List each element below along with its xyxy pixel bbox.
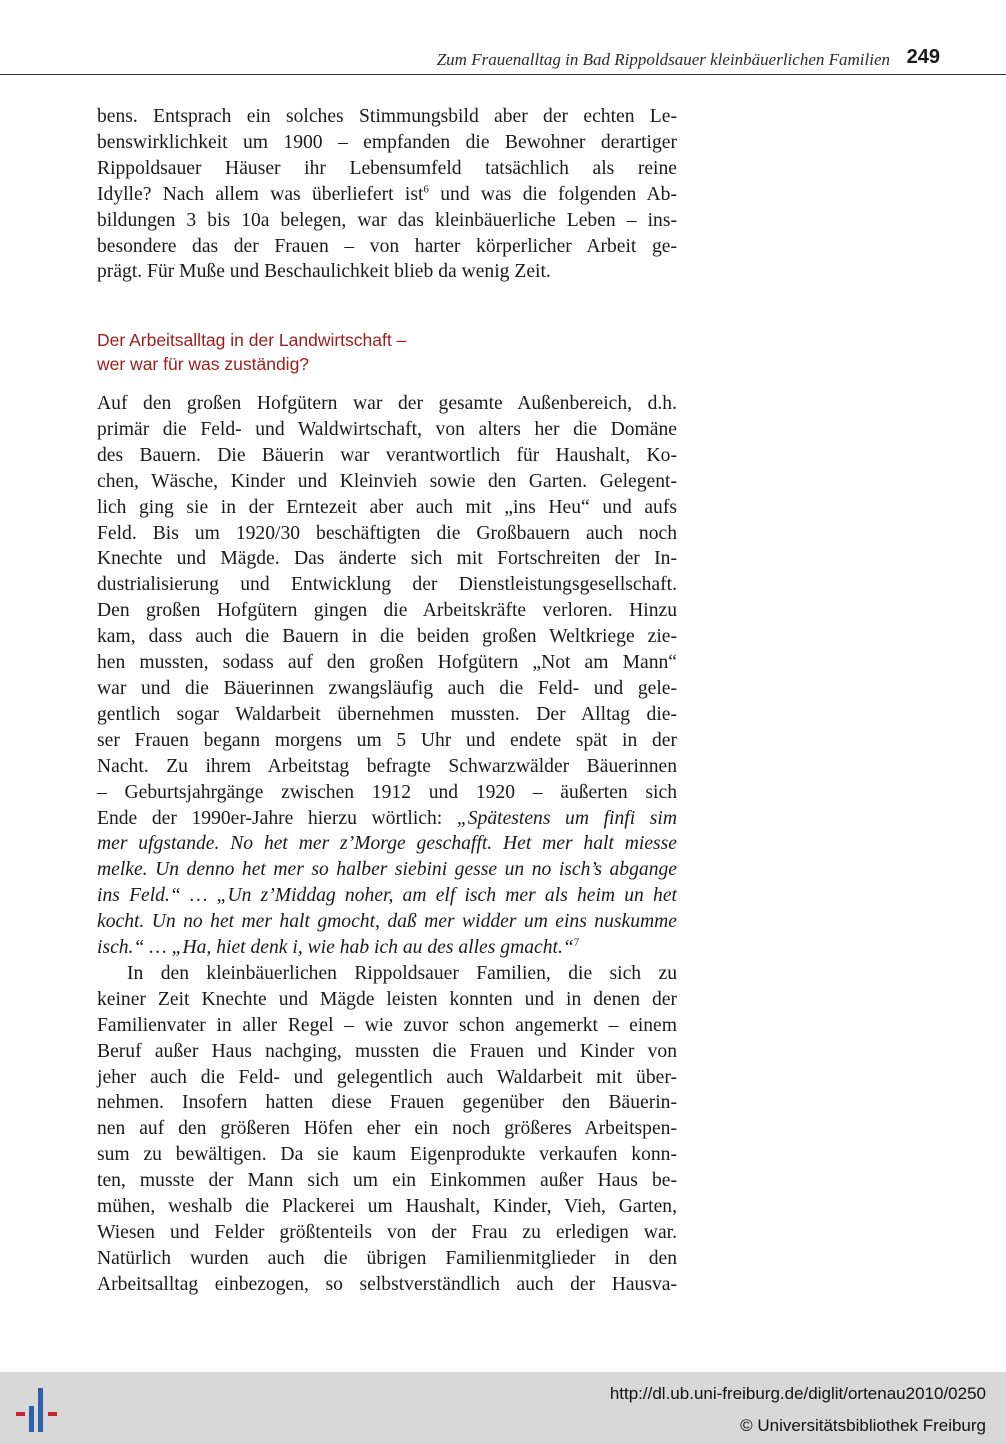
text-line: Familienvater in aller Regel – wie zuvor schon angemerkt – einem xyxy=(97,1014,677,1036)
text-line: – Geburtsjahrgänge zwischen 1912 und 1920 – äußerten sich xyxy=(97,781,677,803)
text-line: Den großen Hofgütern gingen die Arbeitskräfte verloren. Hinzu xyxy=(97,600,677,622)
text-line: bildungen 3 bis 10a belegen, war das kleinbäuerliche Leben – ins- xyxy=(97,209,677,231)
text-line: Beruf außer Haus nachging, mussten die Frauen und Kinder von xyxy=(97,1040,677,1062)
text-line: prägt. Für Muße und Beschaulichkeit blieb da wenig Zeit. xyxy=(97,261,551,283)
page-number: 249 xyxy=(906,46,940,68)
heading-line: wer war für was zuständig? xyxy=(97,354,310,374)
text-line: In den kleinbäuerlichen Rippoldsauer Familien, die sich zu xyxy=(127,962,677,984)
text-line: lich ging sie in der Erntezeit aber auch mit „ins Heu“ und aufs xyxy=(97,496,677,518)
text-line: Arbeitsalltag einbezogen, so selbstverständlich auch der Hausva- xyxy=(97,1273,677,1295)
text-fragment: Idylle? Nach allem was überliefert ist xyxy=(97,183,424,205)
text-line: Rippoldsauer Häuser ihr Lebensumfeld tatsächlich als reine xyxy=(97,157,677,179)
text-line: bens. Entsprach ein solches Stimmungsbild aber der echten Le- xyxy=(97,106,677,127)
footer-url-link[interactable]: http://dl.ub.uni-freiburg.de/diglit/ortenau2010/0250 xyxy=(609,1384,986,1403)
text-line: kam, dass auch die Bauern in die beiden großen Weltkriege zie- xyxy=(97,626,677,648)
text-line-quote-start xyxy=(97,806,677,832)
text-line: gentlich sogar Waldarbeit übernehmen mussten. Der Alltag die- xyxy=(97,703,677,725)
text-line: sum zu bewältigen. Da sie kaum Eigenprodukte verkaufen konn- xyxy=(97,1144,677,1166)
text-line: Knechte und Mägde. Das änderte sich mit Fortschreiten der In- xyxy=(97,548,677,570)
text-line: ser Frauen begann morgens um 5 Uhr und endete spät in der xyxy=(97,729,677,751)
text-line: besondere das der Frauen – von harter körperlicher Arbeit ge- xyxy=(97,235,677,257)
quote-line: mer ufgstande. No het mer z’Morge geschafft. Het mer halt miesse xyxy=(97,833,677,855)
text-line: ten, musste der Mann sich um ein Einkommen außer Haus be- xyxy=(97,1170,677,1192)
text-line: jeher auch die Feld- und gelegentlich auch Waldarbeit mit über- xyxy=(97,1066,677,1088)
text-line: keiner Zeit Knechte und Mägde leisten konnten und in denen der xyxy=(97,988,677,1010)
text-line: Feld. Bis um 1920/30 beschäftigten die Großbauern auch noch xyxy=(97,522,677,544)
text-line: Wiesen und Felder größtenteils von der Frau zu erledigen war. xyxy=(97,1222,677,1243)
intro-paragraph xyxy=(97,104,677,285)
footer-copyright: © Universitätsbibliothek Freiburg xyxy=(740,1416,986,1435)
paragraph-2 xyxy=(97,391,677,961)
quote-line: ins Feld.“ … „Un z’Middag noher, am elf isch mer als heim un het xyxy=(97,885,677,907)
section-heading xyxy=(97,328,617,376)
footnote-ref: 7 xyxy=(573,936,580,949)
quote-fragment: „Spätestens um finfi sim xyxy=(456,807,677,829)
quote-line: kocht. Un no het mer halt gmocht, daß mer widder um eins nuskumme xyxy=(97,911,677,933)
quote-line-end xyxy=(97,935,677,961)
text-line: Nacht. Zu ihrem Arbeitstag befragte Schwarzwälder Bäuerinnen xyxy=(97,755,677,777)
quote-fragment: isch.“ … „Ha, hiet denk i, wie hab ich au des alles gmacht.“ xyxy=(97,937,574,959)
quote-line: melke. Un denno het mer so halber siebini gesse un no isch’s abgange xyxy=(97,859,677,881)
text-line-with-footnote xyxy=(97,182,677,208)
text-line: des Bauern. Die Bäuerin war verantwortlich für Haushalt, Ko- xyxy=(97,444,677,466)
text-line: nen auf den größeren Höfen eher ein noch größeres Arbeitspen- xyxy=(97,1118,677,1140)
text-line: nehmen. Insofern hatten diese Frauen gegenüber den Bäuerin- xyxy=(97,1092,677,1114)
text-line: benswirklichkeit um 1900 – empfanden die Bewohner derartiger xyxy=(97,131,677,153)
footnote-ref: 6 xyxy=(423,183,429,196)
body-text-block xyxy=(97,391,677,1298)
text-fragment: und was die folgenden Ab- xyxy=(428,183,678,205)
text-line: chen, Wäsche, Kinder und Kleinvieh sowie den Garten. Gelegent- xyxy=(97,470,677,492)
text-line: Auf den großen Hofgütern war der gesamte Außenbereich, d.h. xyxy=(97,393,677,414)
running-title: Zum Frauenalltag in Bad Rippoldsauer kleinbäuerlichen Familien xyxy=(436,50,890,69)
text-line: mühen, weshalb die Plackerei um Haushalt, Kinder, Vieh, Garten, xyxy=(97,1196,677,1218)
paragraph-3 xyxy=(97,961,677,1298)
ub-freiburg-logo-icon xyxy=(12,1382,64,1434)
text-line: primär die Feld- und Waldwirtschaft, von alters her die Domäne xyxy=(97,418,677,440)
text-line: Natürlich wurden auch die übrigen Familienmitglieder in den xyxy=(97,1247,677,1269)
heading-line: Der Arbeitsalltag in der Landwirtschaft – xyxy=(97,330,407,350)
text-line: hen mussten, sodass auf den großen Hofgütern „Not am Mann“ xyxy=(97,652,677,674)
text-line: dustrialisierung und Entwicklung der Dienstleistungsgesellschaft. xyxy=(97,574,677,596)
intro-paragraph-block xyxy=(97,104,677,285)
text-fragment: Ende der 1990er-Jahre hierzu wörtlich: xyxy=(97,807,457,829)
running-header xyxy=(0,44,1006,75)
text-line: war und die Bäuerinnen zwangsläufig auch die Feld- und gele- xyxy=(97,677,677,699)
footer-bar xyxy=(0,1372,1006,1444)
